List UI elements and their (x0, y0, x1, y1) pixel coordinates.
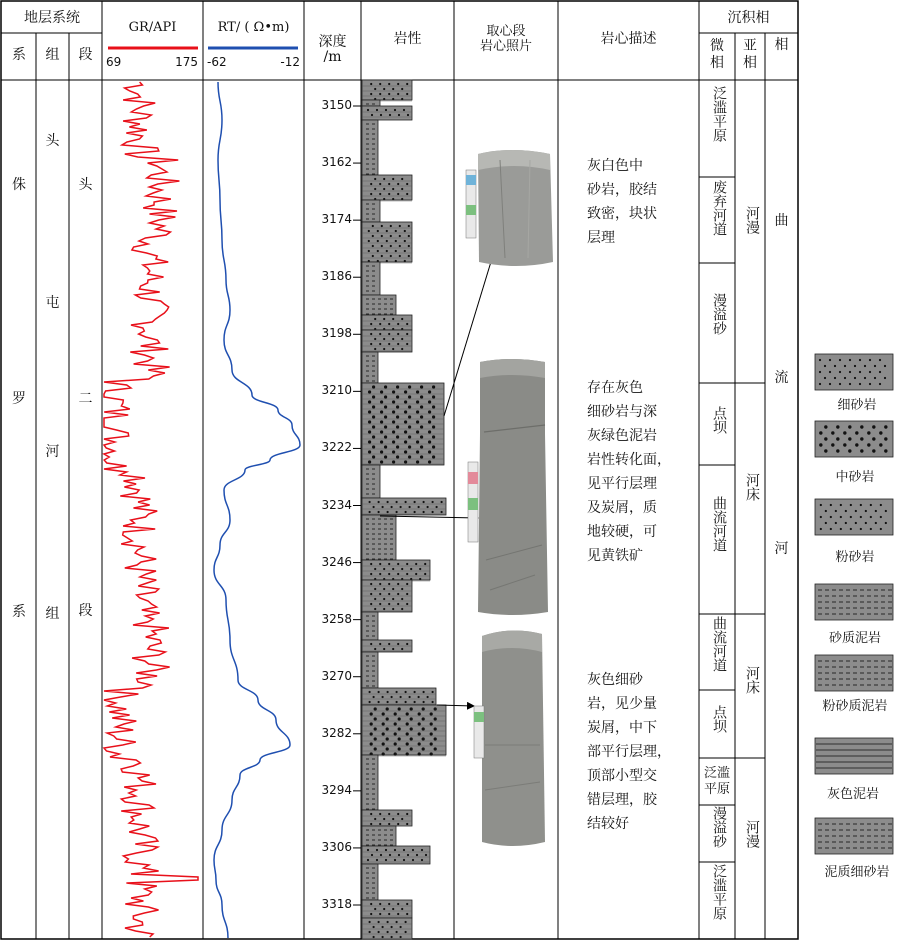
depth-label: 3246 (321, 554, 352, 569)
system-char-1: 侏 (12, 177, 26, 193)
member-char-1: 头 (78, 177, 93, 193)
microfacies-5: 曲流河道 (711, 496, 727, 552)
depth-label: 3210 (321, 383, 352, 398)
depth-title: 深度 /m (318, 34, 347, 65)
microfacies-2: 废弃河道 (711, 180, 727, 236)
gr-max: 175 (175, 55, 198, 69)
legend-swatch (815, 421, 893, 457)
system-char-3: 系 (12, 604, 26, 620)
depth-label: 3198 (321, 326, 352, 341)
core-desc-title: 岩心描述 (600, 31, 657, 47)
core-photo-1 (478, 150, 553, 266)
depth-label: 3282 (321, 725, 352, 740)
depth-label: 3318 (321, 897, 352, 911)
core-photo-2 (478, 359, 548, 615)
header-member: 段 (78, 47, 93, 63)
formation-char-1: 头 (45, 133, 60, 149)
system-char-2: 罗 (12, 391, 26, 407)
core-description-3: 灰色细砂 岩，见少量 炭屑，中下 部平行层理， 顶部小型交 错层理，胶 结较好 (587, 672, 671, 832)
core-description-1: 灰白色中 砂岩，胶结 致密，块状 层理 (587, 158, 657, 246)
legend-swatch (815, 818, 893, 854)
rt-min: -62 (207, 55, 227, 69)
member-char-3: 段 (78, 603, 93, 619)
core-description-2: 存在灰色 细砂岩与深 灰绿色泥岩 岩性转化面， 见平行层理 及炭屑，质 地较硬，可 见黄铁矿 (587, 380, 671, 564)
facies-title: 沉积相 (727, 10, 770, 26)
microfacies-title: 微 相 (710, 38, 724, 71)
microfacies-10: 泛滥平原 (711, 864, 727, 920)
gr-title: GR/API (128, 20, 177, 35)
microfacies-6: 曲流河道 (711, 616, 727, 672)
microfacies-7: 点坝 (711, 705, 727, 733)
legend-swatch (815, 354, 893, 390)
gr-curve (104, 82, 198, 937)
header-system: 系 (12, 47, 26, 63)
subfacies-1: 河漫 (744, 206, 760, 234)
microfacies-8: 泛滥平原 (703, 766, 730, 797)
depth-label: 3306 (321, 839, 352, 854)
microfacies-4: 点坝 (711, 406, 727, 434)
depth-label: 3222 (321, 440, 352, 455)
legend-swatch (815, 584, 893, 620)
legend-label-sandy-mudstone: 砂质泥岩 (828, 631, 881, 646)
legend-label-fine-sandstone: 细砂岩 (837, 398, 877, 413)
depth-label: 3150 (321, 98, 352, 112)
rt-max: -12 (280, 55, 300, 69)
facies-char-1: 曲 (774, 213, 789, 229)
legend-swatch (815, 738, 893, 774)
microfacies-3: 漫溢砂 (711, 293, 727, 335)
subfacies-4: 河漫 (744, 820, 760, 848)
facies-char-3: 河 (774, 541, 789, 557)
rt-curve (214, 82, 300, 938)
formation-char-4: 组 (45, 606, 60, 622)
formation-char-2: 屯 (45, 295, 60, 311)
lithology-title: 岩性 (393, 31, 422, 47)
subfacies-3: 河床 (744, 666, 760, 694)
microfacies-9: 漫溢砂 (711, 806, 727, 848)
header-strata-system: 地层系统 (24, 10, 80, 26)
microfacies-1: 泛滥平原 (711, 86, 727, 142)
legend-label-silty-mudstone: 粉砂质泥岩 (822, 699, 888, 714)
member-char-2: 二 (78, 391, 93, 407)
depth-label: 3234 (321, 497, 352, 512)
core-photo-3 (482, 630, 545, 846)
legend-label-gray-mudstone: 灰色泥岩 (826, 787, 879, 802)
header-formation: 组 (45, 47, 60, 63)
depth-label: 3270 (321, 668, 352, 683)
subfacies-2: 河床 (744, 473, 760, 501)
depth-label: 3294 (321, 782, 352, 797)
rt-title: RT/ ( Ω•m) (217, 20, 290, 35)
gr-min: 69 (106, 55, 122, 69)
subfacies-title: 亚 相 (743, 38, 757, 71)
legend-label-medium-sandstone: 中砂岩 (835, 470, 875, 485)
legend-label-siltstone: 粉砂岩 (835, 550, 875, 565)
legend-swatch (815, 499, 893, 535)
core-title: 取心段 岩心照片 (479, 24, 532, 54)
facies-col-title: 相 (774, 37, 789, 53)
depth-label: 3258 (321, 611, 352, 626)
formation-char-3: 河 (45, 444, 60, 460)
facies-char-2: 流 (774, 370, 789, 386)
legend-swatch (815, 655, 893, 691)
depth-label: 3162 (321, 155, 352, 170)
legend-label-muddy-fine-sandstone: 泥质细砂岩 (824, 865, 890, 880)
depth-label: 3186 (321, 269, 352, 284)
depth-label: 3174 (321, 212, 352, 227)
